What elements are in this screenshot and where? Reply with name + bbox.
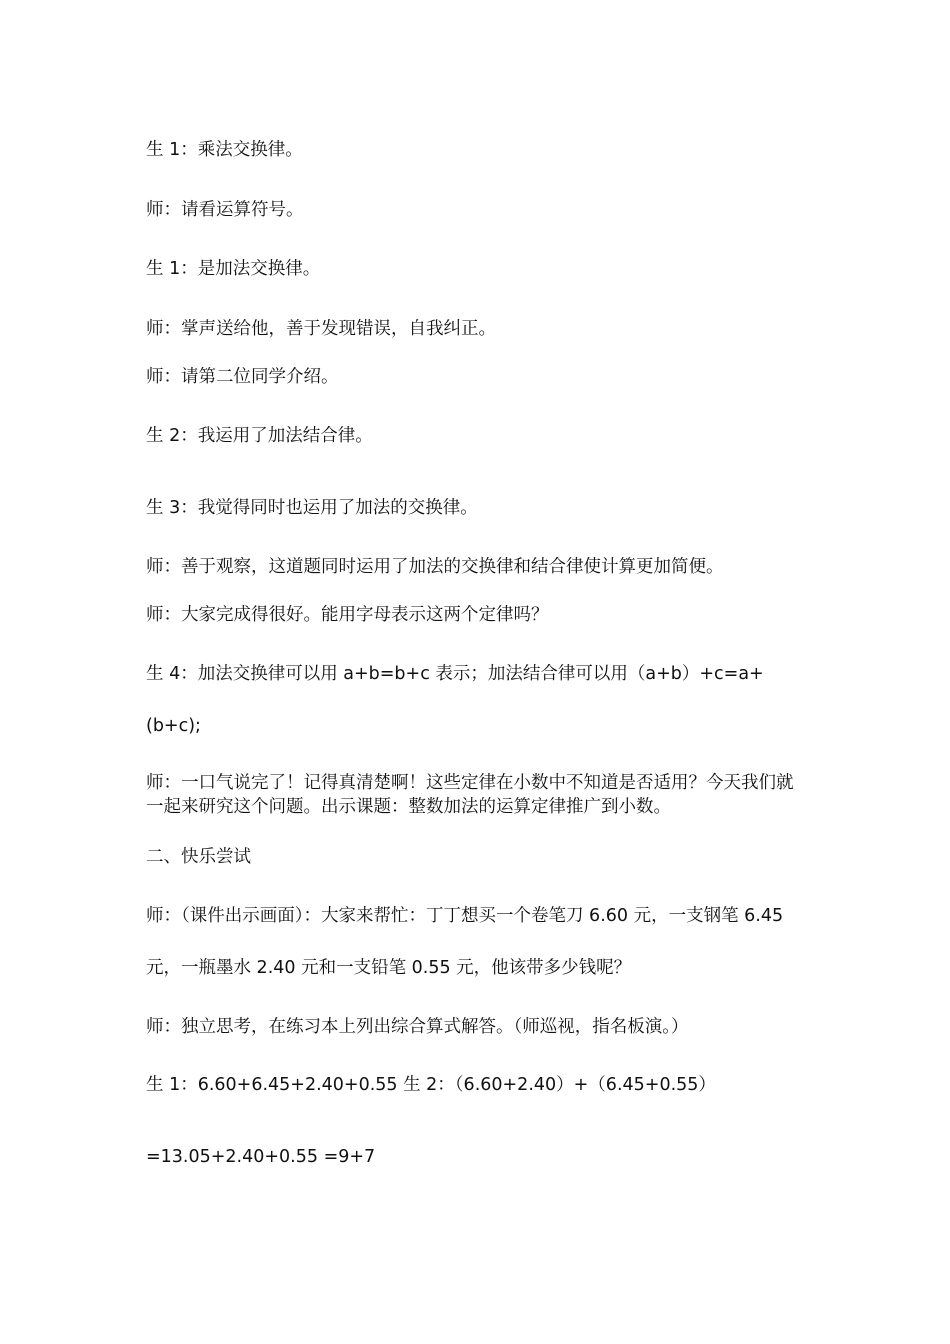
text-line-7: 生 3：我觉得同时也运用了加法的交换律。 [146, 498, 478, 518]
text-line-10: 生 4：加法交换律可以用 a+b=b+c 表示；加法结合律可以用（a+b）+c=a+ [146, 664, 764, 684]
section-heading: 二、快乐尝试 [146, 847, 251, 867]
text-line-15: 元，一瓶墨水 2.40 元和一支铅笔 0.55 元，他该带多少钱呢？ [146, 958, 632, 978]
text-line-14: 师：（课件出示画面）：大家来帮忙：丁丁想买一个卷笔刀 6.60 元，一支钢笔 6.45 [146, 906, 784, 926]
text-line-5: 师：请第二位同学介绍。 [146, 367, 339, 387]
text-line-17: 生 1：6.60+6.45+2.40+0.55 生 2：（6.60+2.40）+（6.45+0.55） [146, 1075, 716, 1095]
text-line-8: 师：善于观察，这道题同时运用了加法的交换律和结合律使计算更加简便。 [146, 557, 724, 577]
text-line-6: 生 2：我运用了加法结合律。 [146, 426, 373, 446]
text-line-2: 师：请看运算符号。 [146, 200, 304, 220]
text-line-16: 师：独立思考，在练习本上列出综合算式解答。（师巡视，指名板演。） [146, 1017, 689, 1037]
text-line-9: 师：大家完成得很好。能用字母表示这两个定律吗？ [146, 605, 549, 625]
text-line-18: =13.05+2.40+0.55 =9+7 [146, 1147, 376, 1167]
text-line-4: 师：掌声送给他，善于发现错误，自我纠正。 [146, 319, 496, 339]
text-line-3: 生 1：是加法交换律。 [146, 259, 321, 279]
text-line-1: 生 1：乘法交换律。 [146, 140, 303, 160]
text-line-11: (b+c); [146, 716, 201, 736]
text-paragraph-12: 师：一口气说完了！记得真清楚啊！这些定律在小数中不知道是否适用？今天我们就一起来研究这个问题。出示课题：整数加法的运算定律推广到小数。 [146, 773, 794, 817]
